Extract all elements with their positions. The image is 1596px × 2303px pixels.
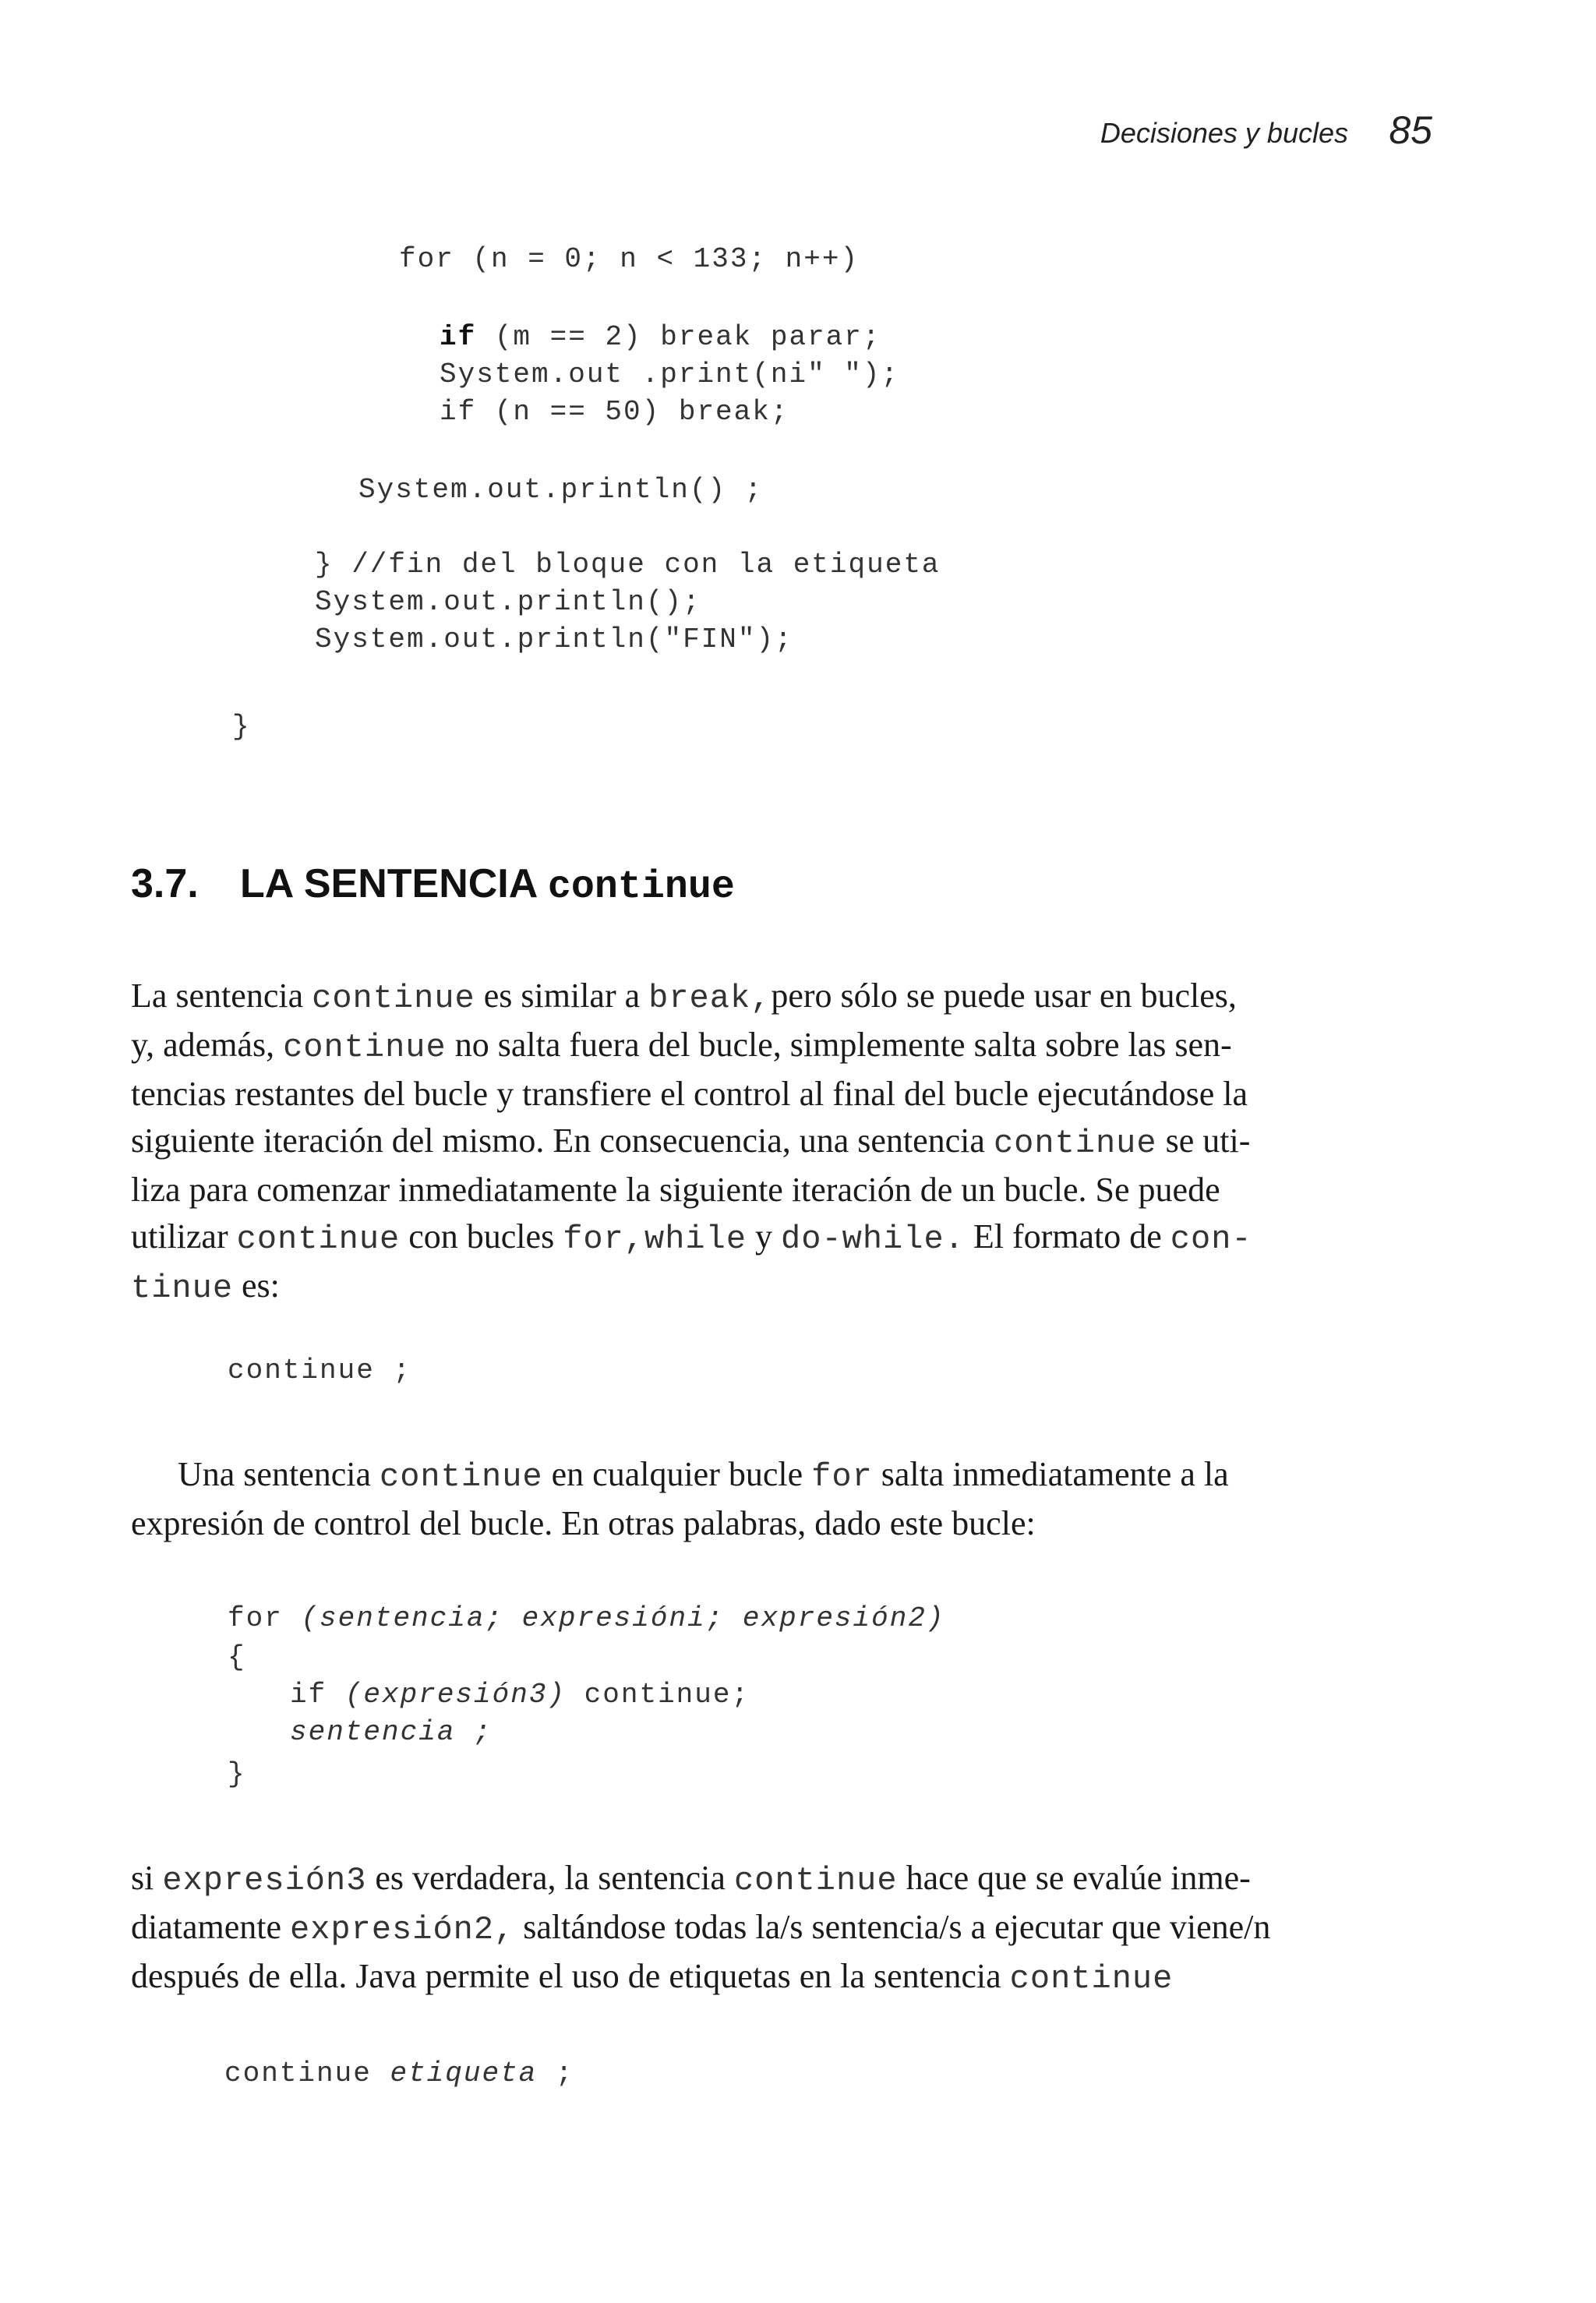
para3-line-1 [131, 1855, 1425, 1904]
code-sentencia [290, 1715, 493, 1750]
para3-line-3 [131, 1953, 1425, 2002]
code-if-continue [290, 1677, 750, 1713]
paragraph-for-loop [131, 1451, 1425, 1547]
code-line-println-1: System.out.println() ; [358, 474, 764, 506]
code-line-if-break: if (n == 50) break; [440, 396, 789, 428]
section-heading [131, 860, 735, 910]
text: con bucles [400, 1217, 563, 1256]
text: en cualquier bucle [542, 1455, 812, 1493]
text: se uti- [1156, 1121, 1251, 1160]
code-line-close-brace: } [232, 711, 251, 743]
code-text: (m == 2) break parar; [476, 321, 881, 353]
code-text: (expresión3) [344, 1679, 567, 1711]
para1-line-7 [131, 1263, 1425, 1312]
text: y, además, [131, 1026, 284, 1064]
code-line-for: for (n = 0; n < 133; n++) [399, 243, 860, 275]
para1-line-2 [131, 1022, 1425, 1071]
text: siguiente iteración del mismo. En consecuencia, una sentencia [131, 1121, 994, 1160]
code-close-brace: } [228, 1758, 246, 1790]
page-number: 85 [1389, 108, 1432, 152]
code-text: sentencia ; [290, 1716, 493, 1748]
inline-code: con- [1170, 1220, 1252, 1258]
code-keyword: continue [224, 2058, 390, 2089]
inline-code: continue [312, 980, 475, 1017]
inline-code: continue [1009, 1960, 1174, 1997]
code-line-println-fin: System.out.println("FIN"); [315, 623, 793, 655]
text: es similar a [475, 977, 649, 1015]
para1-line-1 [131, 973, 1425, 1022]
text: Una sentencia [178, 1455, 380, 1493]
code-line-if-break-parar [440, 320, 881, 355]
section-number: 3.7. [131, 861, 199, 906]
code-open-brace: { [228, 1641, 246, 1673]
code-continue-label [224, 2056, 574, 2092]
text: no salta fuera del bucle, simplemente salta sobre las sen- [446, 1026, 1232, 1064]
para1-line-4 [131, 1118, 1425, 1167]
code-text: ; [537, 2058, 574, 2089]
text: La sentencia [131, 977, 312, 1015]
text: utilizar [131, 1217, 237, 1256]
code-for-header [228, 1601, 945, 1637]
inline-code: continue [283, 1029, 447, 1066]
text: diatamente [131, 1908, 291, 1946]
code-continue-statement: continue ; [228, 1355, 412, 1386]
inline-code: continue [380, 1458, 543, 1496]
text: si [131, 1859, 163, 1897]
text: El formato de [964, 1217, 1171, 1256]
code-text: continue; [566, 1679, 750, 1711]
running-title: Decisiones y bucles [1100, 117, 1348, 149]
code-keyword: if [440, 321, 477, 353]
para1-line-6 [131, 1213, 1425, 1263]
text: hace que se evalúe inme- [897, 1859, 1251, 1897]
code-line-print: System.out .print(ni" "); [440, 359, 900, 390]
code-text: etiqueta [390, 2058, 538, 2089]
inline-code: expresión2, [290, 1911, 515, 1948]
para2-line-2: expresión de control del bucle. En otras palabras, dado este bucle: [131, 1504, 1036, 1542]
text: es: [233, 1266, 280, 1305]
inline-code: tinue [131, 1270, 234, 1307]
paragraph-continue-intro [131, 973, 1425, 1312]
inline-code: continue [236, 1220, 401, 1258]
text: salta inmediatamente a la [872, 1455, 1229, 1493]
para1-line-5: liza para comenzar inmediatamente la siguiente iteración de un bucle. Se puede [131, 1171, 1220, 1209]
code-text: (sentencia; expresióni; expresión2) [301, 1602, 945, 1634]
text: saltándose todas la/s sentencia/s a ejecutar que viene/n [514, 1908, 1271, 1946]
running-header [0, 108, 1596, 154]
code-keyword: for [228, 1602, 302, 1634]
para1-line-3: tencias restantes del bucle y transfiere el control al final del bucle ejecutándose la [131, 1075, 1248, 1113]
text: y [747, 1217, 782, 1256]
text: es verdadera, la sentencia [366, 1859, 734, 1897]
code-keyword: if [290, 1679, 345, 1711]
code-line-println-2: System.out.println(); [315, 586, 701, 618]
inline-code: continue [993, 1125, 1157, 1162]
inline-code: for,while [563, 1220, 747, 1258]
text: pero sólo se puede usar en bucles, [771, 977, 1237, 1015]
inline-code: do-while. [781, 1220, 965, 1258]
para2-line-1 [131, 1451, 1425, 1500]
paragraph-expresion3 [131, 1855, 1425, 2002]
para3-line-2 [131, 1904, 1425, 1953]
inline-code: break, [648, 980, 772, 1017]
section-keyword: continue [547, 865, 735, 910]
section-title: LA SENTENCIA [240, 861, 537, 906]
inline-code: expresión3 [162, 1862, 367, 1899]
code-line-comment: } //fin del bloque con la etiqueta [315, 549, 941, 581]
text: después de ella. Java permite el uso de etiquetas en la sentencia [131, 1957, 1010, 1995]
inline-code: for [811, 1458, 873, 1496]
inline-code: continue [733, 1862, 898, 1899]
